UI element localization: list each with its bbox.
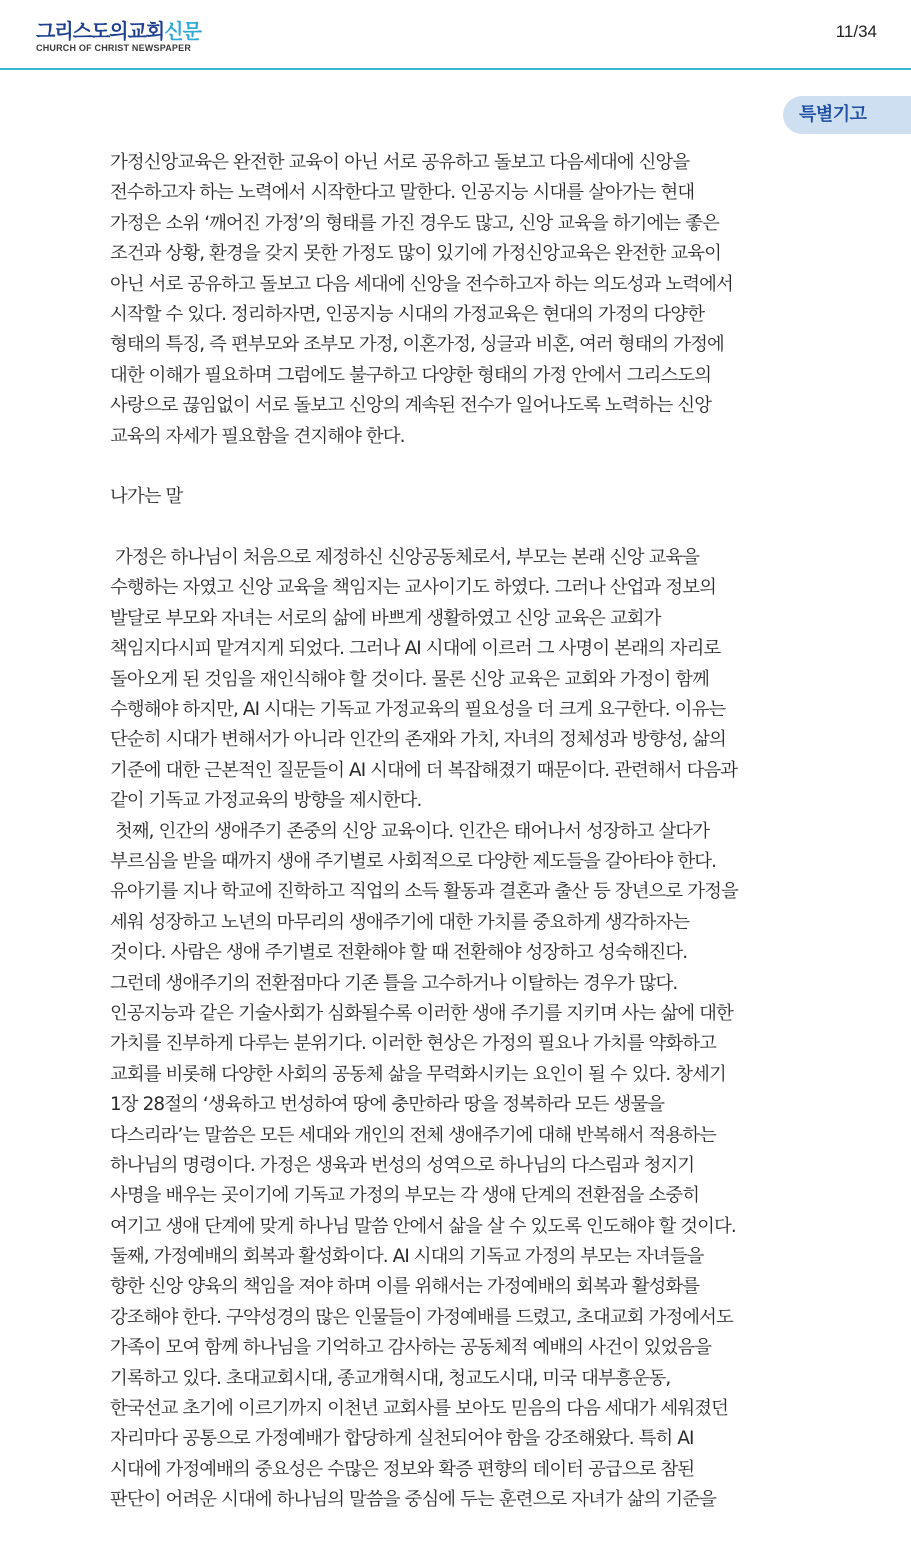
text-line: 유아기를 지나 학교에 진학하고 직업의 소득 활동과 결혼과 출산 등 장년으로 가정을 <box>110 881 738 903</box>
page-number: 11/34 <box>835 22 877 41</box>
text-line: 둘째, 가정예배의 회복과 활성화이다. AI 시대의 기독교 가정의 부모는 자녀들을 <box>110 1246 704 1268</box>
text-line: 형태의 특징, 즉 편부모와 조부모 가정, 이혼가정, 싱글과 비혼, 여러 형태의 가정에 <box>110 334 724 356</box>
text-line: 책임지다시피 맡겨지게 되었다. 그러나 AI 시대에 이르러 그 사명이 본래의 자리로 <box>110 638 721 660</box>
text-line: 하나님의 명령이다. 가정은 생육과 번성의 성역으로 하나님의 다스림과 청지기 <box>110 1154 695 1176</box>
text-line: 돌아오게 된 것임을 재인식해야 할 것이다. 물론 신앙 교육은 교회와 가정이 함께 <box>110 668 710 690</box>
page-header <box>0 0 911 70</box>
text-line: 다스리라’는 말씀은 모든 세대와 개인의 전체 생애주기에 대해 반복해서 적용하는 <box>110 1124 717 1146</box>
text-line: 한국선교 초기에 이르기까지 이천년 교회사를 보아도 믿음의 다음 세대가 세워졌던 <box>110 1398 728 1420</box>
text-line: 기록하고 있다. 초대교회시대, 종교개혁시대, 청교도시대, 미국 대부흥운동, <box>110 1367 671 1389</box>
text-line: 발달로 부모와 자녀는 서로의 삶에 바쁘게 생활하였고 신앙 교육은 교회가 <box>110 607 661 629</box>
category-tag: 특별기고 <box>783 96 911 134</box>
logo-subtitle: CHURCH OF CHRIST NEWSPAPER <box>36 43 192 53</box>
text-line: 대한 이해가 필요하며 그럼에도 불구하고 다양한 형태의 가정 안에서 그리스도의 <box>110 364 712 386</box>
section-heading: 나가는 말 <box>110 486 183 508</box>
text-line: 그런데 생애주기의 전환점마다 기존 틀을 고수하거나 이탈하는 경우가 많다. <box>110 972 678 994</box>
text-line: 자리마다 공통으로 가정예배가 합당하게 실천되어야 함을 강조해왔다. 특히 AI <box>110 1428 694 1450</box>
text-line: 단순히 시대가 변해서가 아니라 인간의 존재와 가치, 자녀의 정체성과 방향성, 삶의 <box>110 729 726 751</box>
logo-title-accent: 신문 <box>164 19 201 43</box>
text-line: 사명을 배우는 곳이기에 기독교 가정의 부모는 각 생애 단계의 전환점을 소중히 <box>110 1185 700 1207</box>
article-paragraph-2 <box>110 543 815 1516</box>
text-line: 여기고 생애 단계에 맞게 하나님 말씀 안에서 삶을 살 수 있도록 인도해야 할 것이다. <box>110 1215 736 1237</box>
text-line: 가치를 진부하게 다루는 분위기다. 이러한 현상은 가정의 필요나 가치를 약화하고 <box>110 1033 717 1055</box>
text-line: 강조해야 한다. 구약성경의 많은 인물들이 가정예배를 드렸고, 초대교회 가정에서도 <box>110 1306 733 1328</box>
text-line: 부르심을 받을 때까지 생애 주기별로 사회적으로 다양한 제도들을 갈아타야 한다. <box>110 850 717 872</box>
text-line: 가족이 모여 함께 하나님을 기억하고 감사하는 공동체적 예배의 사건이 있었음을 <box>110 1337 712 1359</box>
text-line: 시대에 가정예배의 중요성은 수많은 정보와 확증 편향의 데이터 공급으로 참된 <box>110 1458 695 1480</box>
text-line: 교육의 자세가 필요함을 견지해야 한다. <box>110 425 405 447</box>
logo-title <box>36 20 201 42</box>
text-line: 조건과 상황, 환경을 갖지 못한 가정도 많이 있기에 가정신앙교육은 완전한 교육이 <box>110 243 721 265</box>
text-line: 1장 28절의 ‘생육하고 번성하여 땅에 충만하라 땅을 정복하라 모든 생물을 <box>110 1094 665 1116</box>
text-line: 세워 성장하고 노년의 마무리의 생애주기에 대한 가치를 중요하게 생각하자는 <box>110 911 690 933</box>
text-line: 인공지능과 같은 기술사회가 심화될수록 이러한 생애 주기를 지키며 사는 삶에 대한 <box>110 1002 733 1024</box>
article-body <box>110 148 815 1516</box>
text-line: 전수하고자 하는 노력에서 시작한다고 말한다. 인공지능 시대를 살아가는 현대 <box>110 182 695 204</box>
text-line: 같이 기독교 가정교육의 방향을 제시한다. <box>110 790 422 812</box>
paragraph-spacer <box>110 452 815 482</box>
text-line: 교회를 비롯해 다양한 사회의 공동체 삶을 무력화시키는 요인이 될 수 있다. 창세기 <box>110 1063 726 1085</box>
text-line: 향한 신앙 양육의 책임을 져야 하며 이를 위해서는 가정예배의 회복과 활성화를 <box>110 1276 700 1298</box>
text-line: 가정은 하나님이 처음으로 제정하신 신앙공동체로서, 부모는 본래 신앙 교육을 <box>110 547 700 569</box>
text-line: 수행하는 자였고 신앙 교육을 책임지는 교사이기도 하였다. 그러나 산업과 정보의 <box>110 577 717 599</box>
text-line: 판단이 어려운 시대에 하나님의 말씀을 중심에 두는 훈련으로 자녀가 삶의 기준을 <box>110 1489 717 1511</box>
text-line: 가정은 소위 ‘깨어진 가정’의 형태를 가진 경우도 많고, 신앙 교육을 하기에는 좋은 <box>110 212 719 234</box>
text-line: 것이다. 사람은 생애 주기별로 전환해야 할 때 전환해야 성장하고 성숙해진다. <box>110 942 688 964</box>
text-line: 시작할 수 있다. 정리하자면, 인공지능 시대의 가정교육은 현대의 가정의 다양한 <box>110 303 705 325</box>
text-line: 가정신앙교육은 완전한 교육이 아닌 서로 공유하고 돌보고 다음세대에 신앙을 <box>110 152 690 173</box>
logo-title-main: 그리스도의교회 <box>36 19 165 43</box>
text-line: 첫째, 인간의 생애주기 존중의 신앙 교육이다. 인간은 태어나서 성장하고 살다가 <box>110 820 710 842</box>
text-line: 기준에 대한 근본적인 질문들이 AI 시대에 더 복잡해졌기 때문이다. 관련해서 다음과 <box>110 759 738 781</box>
article-paragraph-1 <box>110 148 815 452</box>
paragraph-spacer <box>110 513 815 543</box>
newspaper-logo <box>36 20 201 54</box>
text-line: 사랑으로 끊임없이 서로 돌보고 신앙의 계속된 전수가 일어나도록 노력하는 신앙 <box>110 395 712 417</box>
text-line: 아닌 서로 공유하고 돌보고 다음 세대에 신앙을 전수하고자 하는 의도성과 노력에서 <box>110 273 733 295</box>
text-line: 수행해야 하지만, AI 시대는 기독교 가정교육의 필요성을 더 크게 요구한다. 이유는 <box>110 699 726 721</box>
